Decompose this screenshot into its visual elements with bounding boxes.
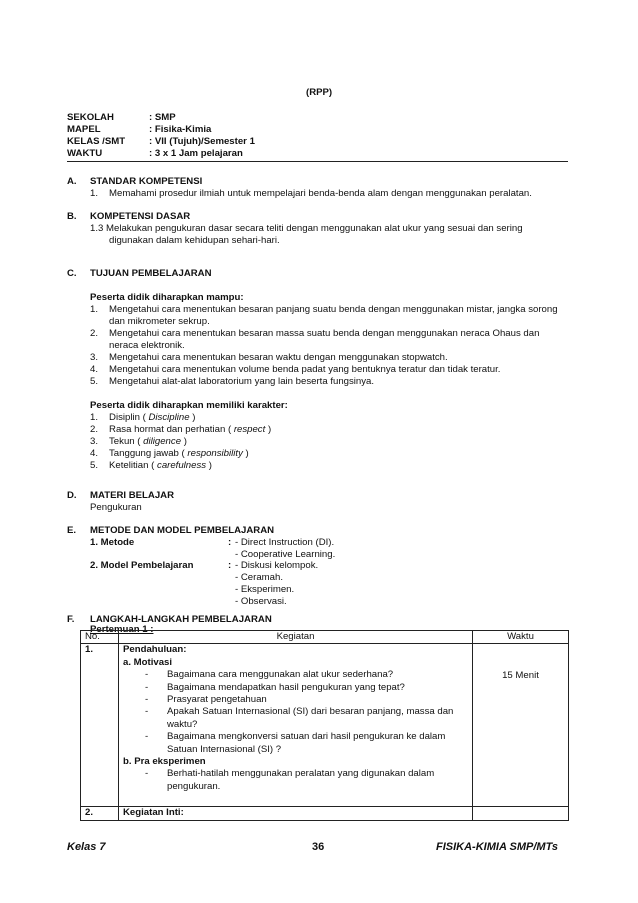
row-number: 2. [81, 807, 119, 820]
pre-experiment-heading: b. Pra eksperimen [123, 756, 206, 768]
list-item: - Bagaimana mendapatkan hasil pengukuran yang tepat? [145, 681, 405, 693]
goal-number: 1. [90, 304, 99, 315]
list-item: - Apakah Satuan Internasional (SI) dari besaran panjang, massa dan waktu? [145, 706, 454, 730]
motivation-heading: a. Motivasi [123, 656, 173, 668]
identity-value-sekolah: : SMP [149, 112, 176, 123]
header-time: Waktu [473, 631, 569, 644]
model-colon: : [228, 560, 232, 571]
goal-text: Mengetahui alat-alat laboratorium yang lain beserta fungsinya. [109, 376, 375, 387]
section-d-heading: MATERI BELAJAR [90, 490, 175, 501]
page-number: 36 [312, 841, 325, 853]
row-activity [119, 644, 473, 807]
header-activity: Kegiatan [119, 631, 473, 644]
character-item: 5. Ketelitian ( carefulness ) [90, 460, 212, 471]
row-time: 15 Menit [473, 644, 569, 807]
section-c-letter: C. [67, 268, 77, 279]
goal-text: Mengetahui cara menentukan besaran massa suatu benda dengan menggunakan neraca Ohaus dan [109, 328, 540, 339]
character-item: 4. Tanggung jawab ( responsibility ) [90, 448, 249, 459]
identity-label-kelas: KELAS /SMT [67, 136, 126, 147]
meeting-label: Pertemuan 1 : [90, 624, 154, 635]
model-item: - Eksperimen. [235, 584, 295, 595]
document-title: (RPP) [306, 87, 333, 98]
model-item: - Ceramah. [235, 572, 283, 583]
section-a-heading: STANDAR KOMPETENSI [90, 176, 203, 187]
section-e-heading: METODE DAN MODEL PEMBELAJARAN [90, 525, 275, 536]
goal-number: 3. [90, 352, 99, 363]
model-item: - Diskusi kelompok. [235, 560, 319, 571]
identity-divider [67, 161, 568, 162]
section-d-text: Pengukuran [90, 502, 142, 513]
identity-label-mapel: MAPEL [67, 124, 101, 135]
section-e-letter: E. [67, 525, 77, 536]
identity-value-kelas: : VII (Tujuh)/Semester 1 [149, 136, 255, 147]
section-b-letter: B. [67, 211, 77, 222]
goal-text-cont: dan mikrometer sekrup. [109, 316, 210, 327]
section-f-heading: LANGKAH-LANGKAH PEMBELAJARAN [90, 614, 272, 625]
activity-title: Pendahuluan: [123, 644, 187, 656]
row-activity: Kegiatan Inti: [119, 807, 473, 820]
model-item: - Observasi. [235, 596, 287, 607]
section-c-subheading-character: Peserta didik diharapkan memiliki karakter: [90, 400, 288, 411]
section-c-subheading-abilities: Peserta didik diharapkan mampu: [90, 292, 244, 303]
identity-label-waktu: WAKTU [67, 148, 103, 159]
section-c-heading: TUJUAN PEMBELAJARAN [90, 268, 212, 279]
section-b-heading: KOMPETENSI DASAR [90, 211, 191, 222]
table-header-row [81, 631, 569, 644]
header-no: No. [81, 631, 119, 644]
method-label: 1. Metode [90, 537, 135, 548]
goal-text-cont: neraca elektronik. [109, 340, 185, 351]
goal-number: 5. [90, 376, 99, 387]
model-label: 2. Model Pembelajaran [90, 560, 194, 571]
row-time [473, 807, 569, 820]
section-d-letter: D. [67, 490, 77, 501]
character-item: 3. Tekun ( diligence ) [90, 436, 187, 447]
table-row [81, 644, 569, 807]
row-number: 1. [81, 644, 119, 807]
goal-number: 2. [90, 328, 99, 339]
footer-class-label: Kelas 7 [67, 841, 106, 853]
section-f-letter: F. [67, 614, 75, 625]
goal-text: Mengetahui cara menentukan volume benda padat yang bentuknya teratur dan tidak teratur. [109, 364, 501, 375]
character-item: 2. Rasa hormat dan perhatian ( respect ) [90, 424, 272, 435]
activity-table [80, 630, 569, 821]
section-b-line2: digunakan dalam kehidupan sehari-hari. [109, 235, 280, 246]
goal-number: 4. [90, 364, 99, 375]
method-colon: : [228, 537, 232, 548]
section-a-number: 1. [90, 188, 99, 199]
list-item: - Berhati-hatilah menggunakan peralatan yang digunakan dalam pengukuran. [145, 768, 435, 792]
method-item: - Cooperative Learning. [235, 549, 336, 560]
footer-subject-label: FISIKA-KIMIA SMP/MTs [436, 841, 559, 853]
table-row [81, 807, 569, 820]
goal-text: Mengetahui cara menentukan besaran panjang suatu benda dengan menggunakan mistar, jangka sorong [109, 304, 558, 315]
identity-label-sekolah: SEKOLAH [67, 112, 114, 123]
identity-value-mapel: : Fisika-Kimia [149, 124, 212, 135]
goal-text: Mengetahui cara menentukan besaran waktu dengan menggunakan stopwatch. [109, 352, 448, 363]
list-item: - Prasyarat pengetahuan [145, 694, 267, 706]
method-item: - Direct Instruction (DI). [235, 537, 335, 548]
list-item: - Bagaimana mengkonversi satuan dari hasil pengukuran ke dalam Satuan Internasional (SI) ? [145, 731, 446, 755]
list-item: - Bagaimana cara menggunakan alat ukur sederhana? [145, 669, 394, 681]
section-a-text: Memahami prosedur ilmiah untuk mempelajari benda-benda alam dengan menggunakan peralatan. [109, 188, 532, 199]
section-a-letter: A. [67, 176, 77, 187]
character-item: 1. Disiplin ( Discipline ) [90, 412, 196, 423]
section-b-line1: 1.3 Melakukan pengukuran dasar secara teliti dengan menggunakan alat ukur yang sesuai dan sering [90, 223, 523, 234]
identity-value-waktu: : 3 x 1 Jam pelajaran [149, 148, 243, 159]
